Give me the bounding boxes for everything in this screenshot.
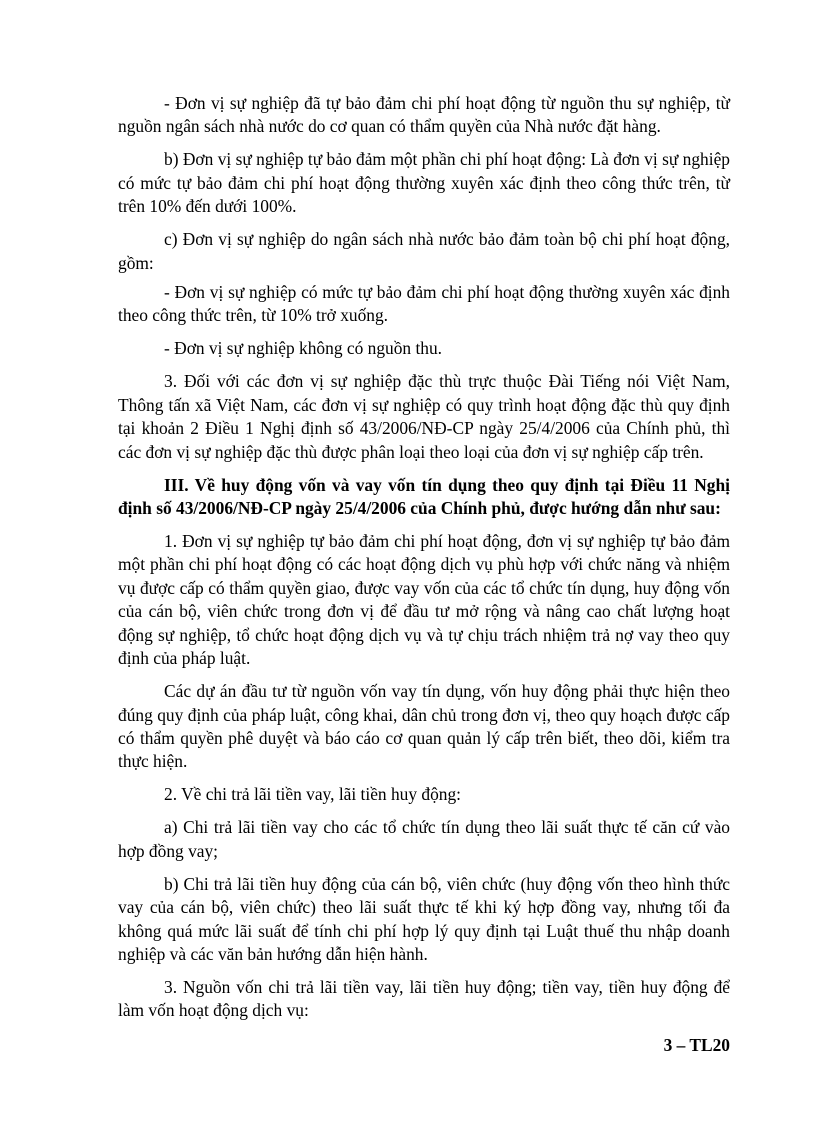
paragraph-11: a) Chi trả lãi tiền vay cho các tổ chức tín dụng theo lãi suất thực tế căn cứ vào hợp đồng vay; xyxy=(118,817,730,861)
paragraph-2: b) Đơn vị sự nghiệp tự bảo đảm một phần chi phí hoạt động: Là đơn vị sự nghiệp có mức tự bảo đảm chi phí hoạt động thường xuyên xác định theo công thức trên, từ trên 10% đến dưới 100%. xyxy=(118,149,730,217)
paragraph-5: - Đơn vị sự nghiệp không có nguồn thu. xyxy=(164,338,443,359)
paragraph-6: 3. Đối với các đơn vị sự nghiệp đặc thù trực thuộc Đài Tiếng nói Việt Nam, Thông tấn xã Việt Nam, các đơn vị sự nghiệp có quy trình hoạt động đặc thù quy định tại khoản 2 Điều 1 Nghị định số 43/2006/NĐ-CP ngày 25/4/2006 của Chính phủ, thì các đơn vị sự nghiệp đặc thù được phân loại theo loại của đơn vị sự nghiệp cấp trên. xyxy=(118,371,730,462)
paragraph-10: 2. Về chi trả lãi tiền vay, lãi tiền huy động: xyxy=(164,784,462,805)
paragraph-13: 3. Nguồn vốn chi trả lãi tiền vay, lãi tiền huy động; tiền vay, tiền huy động để làm vốn hoạt động dịch vụ: xyxy=(118,976,730,1021)
paragraph-9: Các dự án đầu tư từ nguồn vốn vay tín dụng, vốn huy động phải thực hiện theo đúng quy định của pháp luật, công khai, dân chủ trong đơn vị, theo quy hoạch được cấp có thẩm quyền phê duyệt và báo cáo cơ quan quản lý cấp trên biết, theo dõi, kiểm tra thực hiện. xyxy=(118,681,730,772)
paragraph-12: b) Chi trả lãi tiền huy động của cán bộ, viên chức (huy động vốn theo hình thức vay của cán bộ, viên chức) theo lãi suất thực tế khi ký hợp đồng vay, nhưng tối đa không quá mức lãi suất để tính chi phí hợp lý quy định tại Luật thuế thu nhập doanh nghiệp và các văn bản hướng dẫn hiện hành. xyxy=(118,873,730,964)
paragraph-3: c) Đơn vị sự nghiệp do ngân sách nhà nước bảo đảm toàn bộ chi phí hoạt động, gồm: xyxy=(118,229,730,273)
paragraph-8: 1. Đơn vị sự nghiệp tự bảo đảm chi phí hoạt động, đơn vị sự nghiệp tự bảo đảm một phần chi phí hoạt động có các hoạt động dịch vụ phù hợp với chức năng và nhiệm vụ được cấp có thẩm quyền giao, được vay vốn của các tổ chức tín dụng, huy động vốn của cán bộ, viên chức trong đơn vị để đầu tư mở rộng và nâng cao chất lượng hoạt động sự nghiệp, tổ chức hoạt động dịch vụ và tự chịu trách nhiệm trả nợ vay theo quy định của pháp luật. xyxy=(118,531,730,669)
document-body xyxy=(118,92,730,1032)
paragraph-4: - Đơn vị sự nghiệp có mức tự bảo đảm chi phí hoạt động thường xuyên xác định theo công thức trên, từ 10% trở xuống. xyxy=(118,282,730,326)
page-number: 3 – TL20 xyxy=(663,1035,730,1055)
paragraph-1: - Đơn vị sự nghiệp đã tự bảo đảm chi phí hoạt động từ nguồn thu sự nghiệp, từ nguồn ngân sách nhà nước do cơ quan có thẩm quyền của Nhà nước đặt hàng. xyxy=(118,93,730,137)
section-heading-iii: III. Về huy động vốn và vay vốn tín dụng theo quy định tại Điều 11 Nghị định số 43/2006/NĐ-CP ngày 25/4/2006 của Chính phủ, được hướng dẫn như sau: xyxy=(118,474,730,519)
